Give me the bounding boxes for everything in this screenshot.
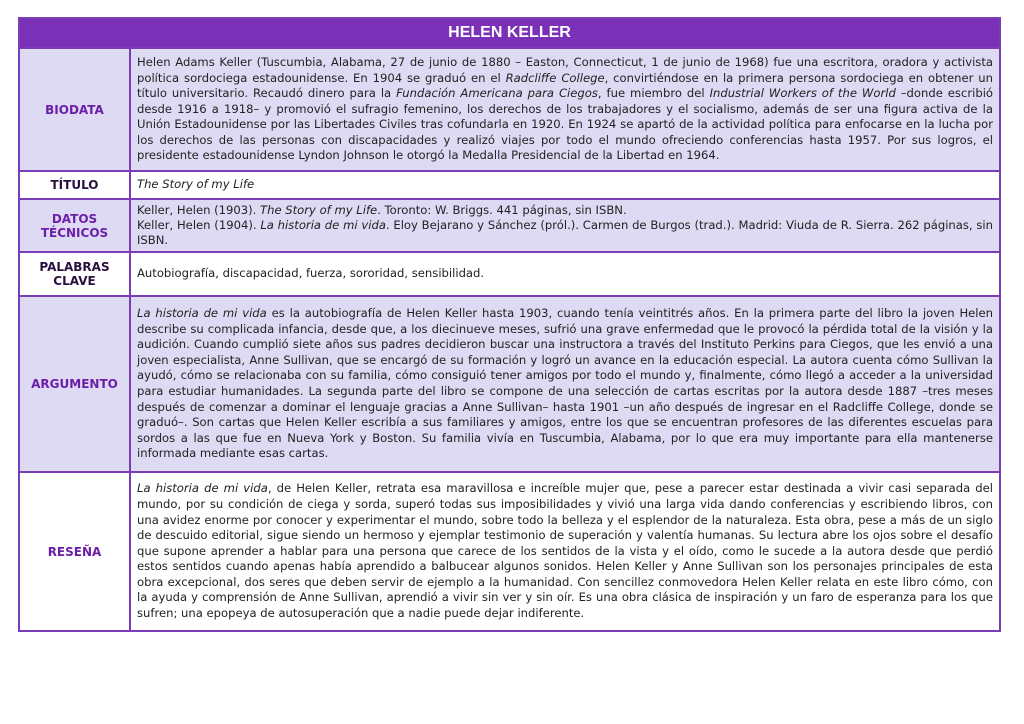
argumento-text: La historia de mi vida es la autobiografía de Helen Keller hasta 1903, cuando tenía veintitrés años. En la primera parte del libro la joven Helen describe su complicada infancia, desde que, a los diecinueve meses, sufrió una grave enfermedad que le provocó la pérdida total de la visión y la audición. Cuando cumplió siete años sus padres decidieron buscar una instructora a través del Instituto Perkins para Ciegos, que les envió a una joven especialista, Anne Sullivan, que se encargó de su formación y logró un avance en la educación especial. La autora cuenta cómo Sullivan la ayudó, cómo se relacionaba con su familia, cómo consiguió tener amigos por todo el mundo y, finalmente, cómo llegó a acceder a la universidad para estudiar humanidades. La segunda parte del libro se compone de una selección de cartas escritas por la autora desde 1887 –tres meses después de comenzar a dominar el lenguaje gracias a Anne Sullivan– hasta 1901 –un año después de ingresar en el Radcliffe College, donde se graduó–. Son cartas que Helen Keller escribía a sus familiares y amigos, entre los que se encuentran profesores de las diferentes escuelas para sordos a las que fue en Nueva York y Boston. Su familia vivía en Tuscumbia, Alabama, por lo que era muy importante para ella mantenerse informada mediante esas cartas. <box>130 296 999 472</box>
titulo-value: The Story of my Life <box>130 171 999 199</box>
argumento-label: ARGUMENTO <box>20 296 130 472</box>
argumento-row <box>20 296 999 472</box>
palabras-value: Autobiografía, discapacidad, fuerza, sororidad, sensibilidad. <box>130 252 999 296</box>
resena-row <box>20 472 999 630</box>
palabras-label: PALABRAS CLAVE <box>20 252 130 296</box>
datos-row <box>20 199 999 252</box>
biodata-text: Helen Adams Keller (Tuscumbia, Alabama, 27 de junio de 1880 – Easton, Connecticut, 1 de junio de 1968) fue una escritora, oradora y activista política sordociega estadounidense. En 1904 se graduó en el Radcliffe College, convirtiéndose en la primera persona sordociega en obtener un título universitario. Recaudó dinero para la Fundación Americana para Ciegos, fue miembro del Industrial Workers of the World –donde escribió desde 1916 a 1918– y promovió el sufragio femenino, los derechos de los trabajadores y el socialismo, además de ser una figura activa de la Unión Estadounidense por las Libertades Civiles tras cofundarla en 1920. En 1924 se apartó de la actividad política para enfocarse en la lucha por los derechos de las personas con discapacidades y realizó viajes por todo el mundo ofreciendo conferencias hasta 1957. Por sus logros, el presidente estadounidense Lyndon Johnson le otorgó la Medalla Presidencial de la Libertad en 1964. <box>130 49 999 171</box>
biodata-row <box>20 49 999 171</box>
page-title: HELEN KELLER <box>20 19 999 49</box>
datos-text <box>130 199 999 252</box>
titulo-label: TÍTULO <box>20 171 130 199</box>
datos-label: DATOS TÉCNICOS <box>20 199 130 252</box>
titulo-row <box>20 171 999 199</box>
resena-text: La historia de mi vida, de Helen Keller, retrata esa maravillosa e increíble mujer que, pese a parecer estar destinada a vivir casi separada del mundo, por su condición de ciega y sorda, superó todas sus imposibilidades y vivió una larga vida dando conferencias y escribiendo libros, con una avidez enorme por conocer y experimentar el mundo, sobre todo la belleza y el esplendor de la naturaleza. Esta obra, pese a más de un siglo de descuido editorial, sigue siendo un hermoso y ejemplar testimonio de superación y valentía humanas. Su lectura abre los ojos sobre el desafío que supone aprender a hablar para una persona que carece de los sentidos de la vista y el oído, como le sucede a la autora desde que perdió estos sentidos cuando apenas había aprendido a balbucear algunos sonidos. Helen Keller y Anne Sullivan son los personajes principales de esta obra excepcional, dos seres que deben servir de ejemplo a la humanidad. Con sencillez conmovedora Helen Keller relata en este libro cómo, con la ayuda y comprensión de Anne Sullivan, aprendió a vivir sin ver y sin oír. Es una obra clásica de inspiración y un faro de esperanza para los que sufren; una epopeya de autosuperación que a nadie puede dejar indiferente. <box>130 472 999 630</box>
resena-label: RESEÑA <box>20 472 130 630</box>
biodata-label: BIODATA <box>20 49 130 171</box>
datos-line-2: Keller, Helen (1904). La historia de mi vida. Eloy Bejarano y Sánchez (pról.). Carmen de Burgos (trad.). Madrid: Viuda de R. Sierra. 262 páginas, sin ISBN. <box>137 218 993 247</box>
datos-line-1: Keller, Helen (1903). The Story of my Life. Toronto: W. Briggs. 441 páginas, sin ISBN. <box>137 203 627 217</box>
book-sheet <box>18 17 1001 632</box>
book-info-table <box>20 49 999 630</box>
palabras-row <box>20 252 999 296</box>
